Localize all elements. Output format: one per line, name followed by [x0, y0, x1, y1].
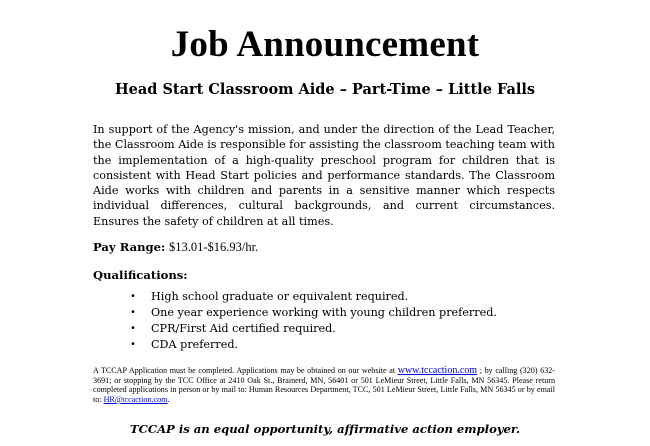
qualification-text: CDA preferred. [151, 338, 239, 351]
qualifications-heading: Qualifications: [93, 268, 188, 282]
application-instructions [93, 366, 555, 404]
eeo-statement: TCCAP is an equal opportunity, affirmative action employer. [129, 422, 520, 436]
qualification-text: CPR/First Aid certified required. [151, 322, 336, 335]
bullet-icon: • [130, 323, 136, 334]
list-item [130, 289, 497, 305]
pay-range [93, 239, 258, 255]
qualification-text: High school graduate or equivalent required. [151, 290, 409, 303]
application-text-3: . [167, 394, 170, 404]
bullet-icon: • [130, 339, 136, 350]
application-text-2: ; by calling (320) 632-3691; or stopping by the TCC Office at 2410 Oak St., Brainerd, MN, 56401 or 501 LeMieur Street, Little Falls, MN 56345. Please return completed applications in person or by mail to: Human Resources Department, TCC, 501 LeMieur Street, Little Falls, MN 56345 or by email to: [93, 366, 555, 404]
qualification-text: One year experience working with young children preferred. [151, 306, 497, 319]
bullet-icon: • [130, 307, 136, 318]
job-subtitle: Head Start Classroom Aide – Part-Time – Little Falls [114, 81, 536, 98]
email-link[interactable]: HR@tccaction.com [103, 394, 168, 404]
pay-range-value: $13.01-$16.93/hr. [168, 240, 259, 254]
job-description: In support of the Agency's mission, and under the direction of the Lead Teacher, the Classroom Aide is responsible for assisting the classroom teaching team with the implementation of a high-quality preschool program for children that is consistent with Head Start policies and performance standards. The Classroom Aide works with children and parents in a sensitive manner which respects individual differences, cultural backgrounds, and current circumstances. Ensures the safety of children at all times. [93, 123, 555, 228]
qualifications-list [130, 289, 497, 353]
list-item [130, 337, 497, 353]
website-link[interactable]: www.tccaction.com [397, 365, 478, 376]
page-title: Job Announcement [170, 24, 480, 65]
application-text-1: A TCCAP Application must be completed. Applications may be obtained on our website at [93, 366, 398, 375]
bullet-icon: • [130, 291, 136, 302]
pay-range-label: Pay Range: [93, 240, 166, 254]
list-item [130, 321, 497, 337]
list-item [130, 305, 497, 321]
